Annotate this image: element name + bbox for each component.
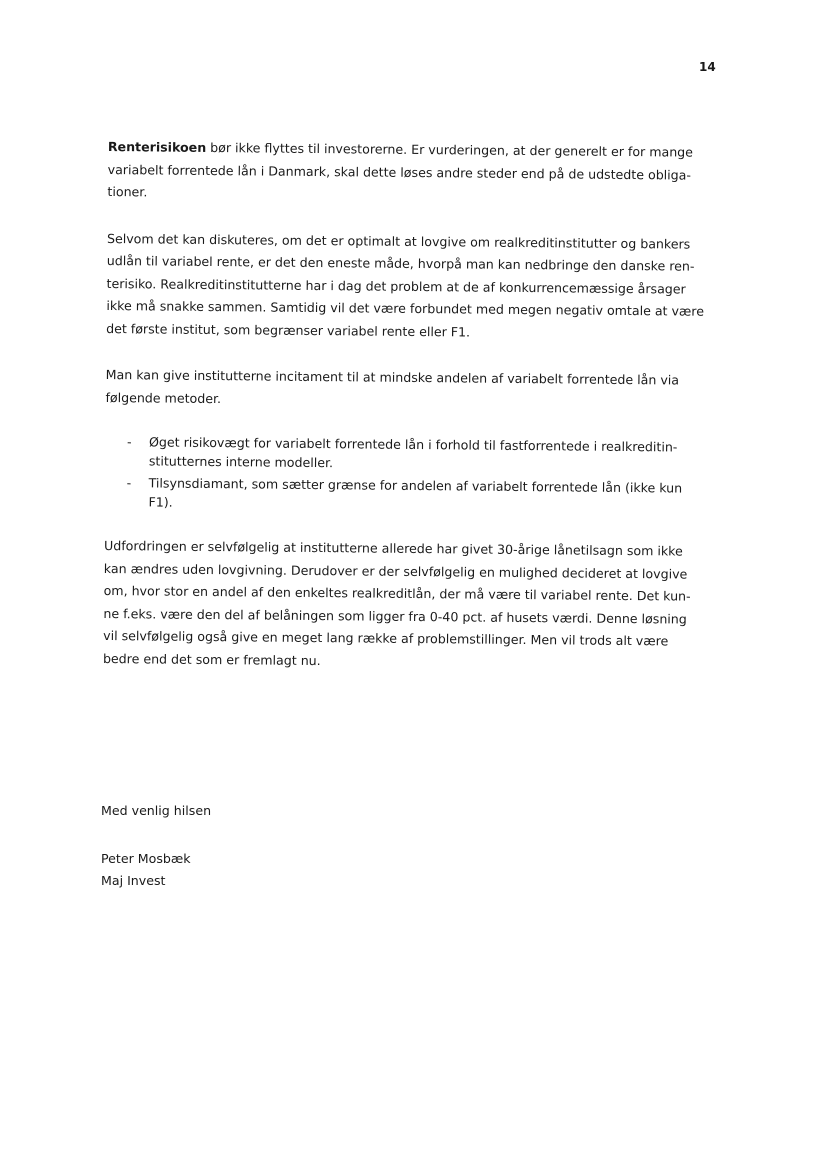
list-item-text: Tilsynsdiamant, som sætter grænse for andelen af variabelt forrentede lån (ikke kun F1). [148,475,683,510]
paragraph-3: Man kan give institutterne incitament til at mindske andelen af variabelt forrentede lån via følgende metoder. [105,366,680,406]
letter-body [103,136,708,700]
bullet-marker: - [126,434,132,450]
bullet-list [104,433,705,517]
list-item [126,474,704,517]
list-item-text: Øget risikovægt for variabelt forrentede lån i forhold til fastforrentede i realkreditin-stitutternes interne modeller. [148,434,678,470]
signer-company: Maj Invest [101,873,166,888]
paragraph-1-text: bør ikke flyttes til investorerne. Er vurderingen, at der generelt er for mange variabelt forrentede lån i Danmark, skal dette løses andre steder end på de udstedte obliga-tioner. [107,139,694,200]
paragraph-4: Udfordringen er selvfølgelig at institutterne allerede har givet 30-årige lånetilsagn som ikke kan ændres uden lovgivning. Derudover er der selvfølgelig en mulighed decideret at lovgive om, hvor stor en andel af den enkeltes realkreditlån, der må være til variabel rente. Det kun-ne f.eks. være den del af belåningen som ligger fra 0-40 pct. af husets værdi. Denne løsning vil selvfølgelig også give en meget lang række af problemstillinger. Men vil trods alt være bedre end det som er fremlagt nu. [102,537,691,668]
signoff-block [101,800,211,892]
signer-name: Peter Mosbæk [101,851,191,866]
bullet-marker: - [126,475,132,491]
list-item [127,433,705,476]
paragraph-2: Selvom det kan diskuteres, om det er optimalt at lovgive om realkreditinstitutter og bankers udlån til variabel rente, er det den eneste måde, hvorpå man kan nedbringe den danske ren-terisiko. Realkreditinstitutterne har i dag det problem at de af konkurrencemæssige årsager ikke må snakke sammen. Samtidig vil det være forbundet med megen negativ omtale at være det første institut, som begrænser variabel rente eller F1. [106,230,705,339]
page-number: 14 [699,60,716,74]
closing-salutation: Med venlig hilsen [101,803,212,818]
paragraph-1-lead: Renterisikoen [107,138,207,155]
paragraph-1 [107,136,708,209]
